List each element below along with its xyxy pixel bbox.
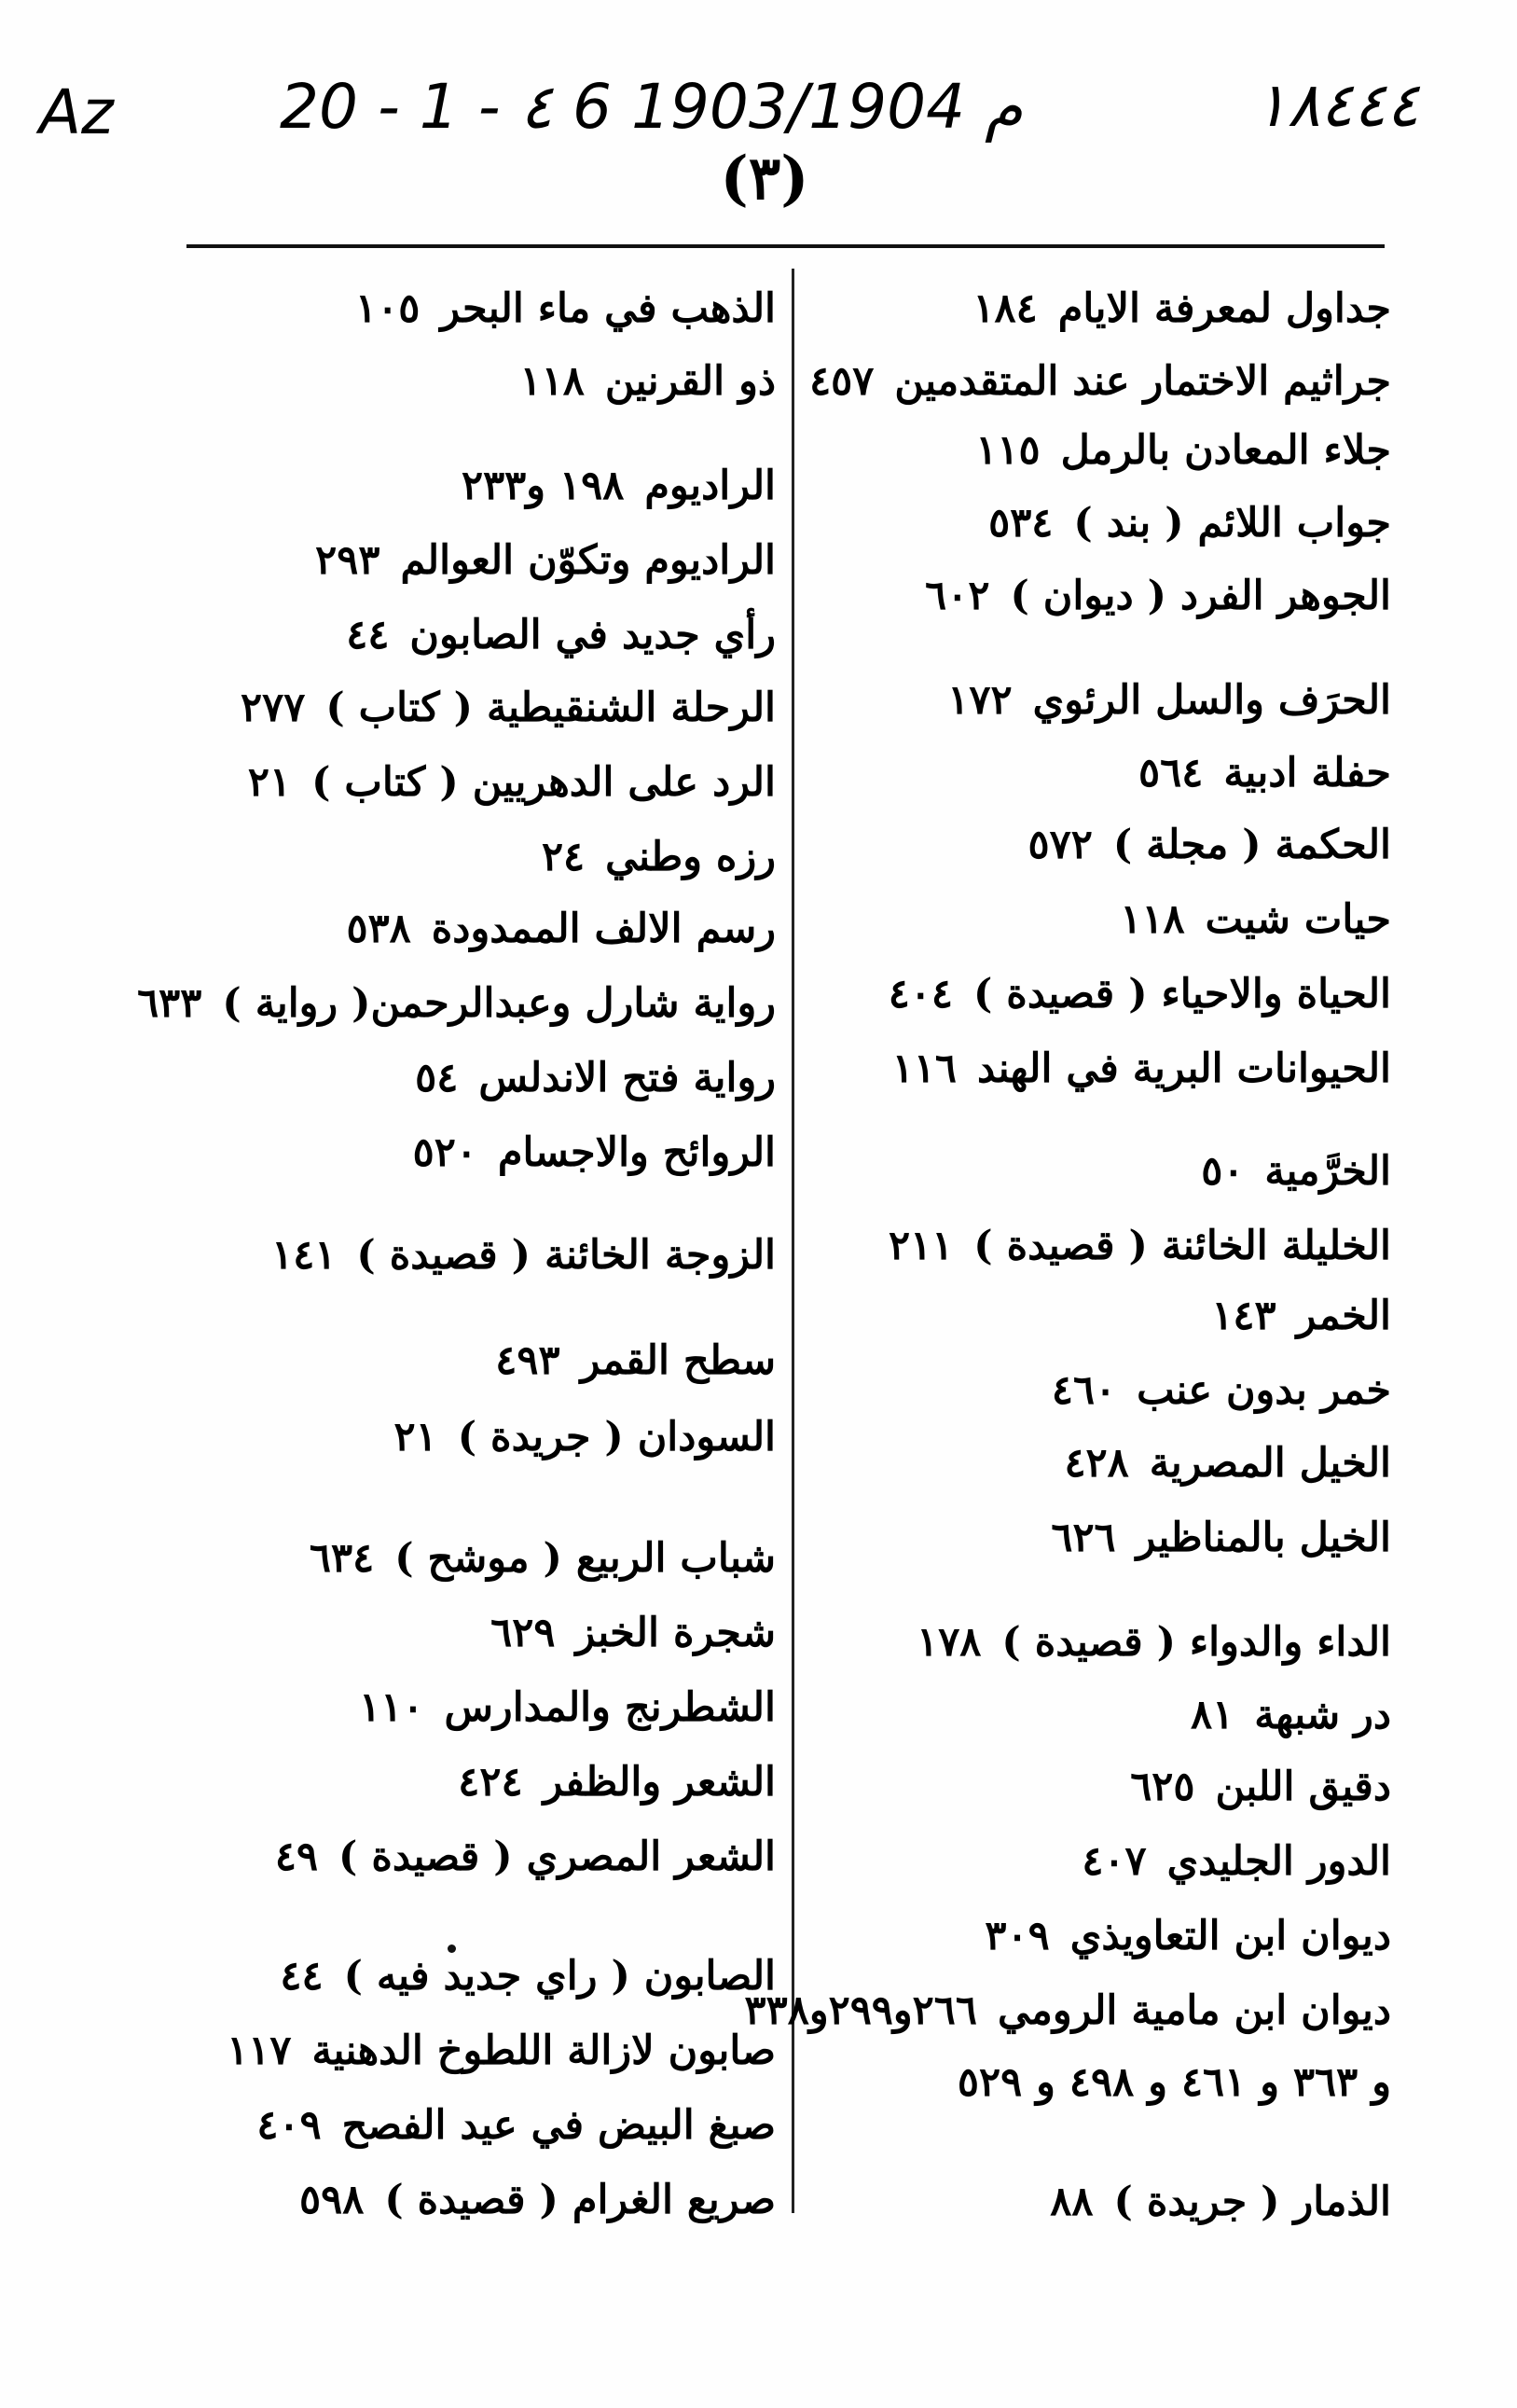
entry-title: صابون لازالة اللطوخ الدهنية [311, 2027, 776, 2074]
entry-page-number: ١٤١ [271, 1232, 337, 1279]
entry-page-number: ١٧٨ [917, 1619, 982, 1666]
entry-title: الخيل المصرية [1149, 1440, 1391, 1487]
entry-title: شجرة الخبز [575, 1610, 776, 1656]
index-entry-line [413, 1129, 776, 1176]
entry-title: جلاء المعادن بالرمل [1060, 427, 1391, 474]
entry-title: الراديوم وتكوّن العوالم [400, 537, 776, 584]
entry-page-number: ١٩٨ و٢٣٣ [461, 463, 625, 509]
index-entry [490, 1610, 776, 1656]
entry-page-number: ٢٤ [541, 834, 586, 880]
entry-page-number: ٤٠٩ [256, 2102, 322, 2149]
index-entry [1201, 1148, 1391, 1195]
entry-page-number: ٥٠ [1201, 1148, 1245, 1195]
entry-page-number: ٦٣٤ [309, 1535, 375, 1582]
index-entry-line [490, 1610, 776, 1656]
index-entry-line [745, 1987, 1391, 2034]
index-entry [1138, 750, 1391, 796]
entry-title: صبغ البيض في عيد الفصح [341, 2102, 776, 2149]
index-entry-line [542, 834, 776, 880]
entry-title: الحكمة ( مجلة ) [1112, 822, 1391, 868]
index-entry [1051, 1515, 1391, 1561]
index-entry [299, 2177, 776, 2223]
index-entry [346, 612, 776, 658]
entry-title: رواية شارل وعبدالرحمن( رواية ) [222, 980, 776, 1027]
index-entry-line [137, 980, 776, 1027]
index-entry-line [975, 427, 1391, 474]
index-entry-line [1120, 896, 1391, 943]
entry-page-number: ١١٧ [227, 2027, 292, 2074]
entry-title: الشعر المصري ( قصيدة ) [338, 1834, 776, 1880]
index-entry [256, 2102, 776, 2149]
entry-title: الشطرنج والمدارس [444, 1684, 776, 1731]
index-entry [972, 285, 1391, 332]
index-entry [957, 2059, 1391, 2106]
index-entry-line [241, 685, 776, 731]
index-entry-line [988, 500, 1391, 547]
entry-title: الخليلة الخائنة ( قصيدة ) [973, 1223, 1391, 1269]
entry-page-number: ٤٤ [280, 1953, 324, 2000]
entry-title: الداء والدواء ( قصيدة ) [1001, 1619, 1391, 1666]
index-entry-line [1082, 1838, 1391, 1885]
index-entry-line [359, 1684, 776, 1731]
index-entry-line [985, 1913, 1391, 1959]
entry-title: السودان ( جريدة ) [457, 1414, 776, 1460]
header-divider [186, 244, 1385, 248]
handwritten-catalog-number: ١٨٤٤٤ [1254, 69, 1420, 141]
index-entry [274, 1834, 776, 1880]
index-entry [541, 834, 776, 880]
entry-title: رواية فتح الاندلس [478, 1055, 776, 1101]
entry-page-number: ٥٤ [415, 1055, 459, 1101]
index-entry [744, 1987, 1391, 2034]
entry-page-number: ٦٢٦ [1051, 1515, 1116, 1561]
entry-page-number: ٢١ [247, 759, 292, 806]
page-number: (٣) [720, 144, 809, 214]
column-divider [792, 269, 794, 2213]
entry-title: ديوان ابن التعاويذي [1069, 1913, 1391, 1959]
entry-title: الخرَّمية [1264, 1148, 1391, 1195]
index-entry-line [346, 906, 776, 952]
index-entry-line [809, 358, 1391, 405]
index-entry [315, 537, 776, 584]
entry-title: الزوجة الخائنة ( قصيدة ) [356, 1232, 776, 1279]
index-entry-line [925, 573, 1391, 619]
entry-title: الحيوانات البرية في الهند [977, 1045, 1391, 1092]
entry-page-number: ٤٩٣ [495, 1337, 560, 1384]
entry-page-number: ١٤٣ [1211, 1293, 1276, 1339]
index-entry [359, 1684, 776, 1731]
index-entry [309, 1535, 776, 1582]
entry-page-number: ٢١ [393, 1414, 437, 1460]
entry-page-number: ٤٩ [274, 1834, 319, 1880]
index-entry-line [1138, 750, 1391, 796]
entry-page-number: ٣٠٩ [985, 1913, 1050, 1959]
index-entry [889, 1223, 1391, 1269]
entry-title: الجوهر الفرد ( ديوان ) [1010, 573, 1391, 619]
entry-title: الراديوم [644, 463, 776, 509]
entry-page-number: ٤٥٧ [809, 358, 875, 405]
entry-page-number: ٦٠٢ [925, 573, 990, 619]
index-entry [1050, 2179, 1391, 2225]
entry-title: جواب اللائم ( بند ) [1073, 500, 1391, 547]
index-entry [346, 906, 776, 952]
index-entry [988, 500, 1391, 547]
entry-title: الخمر [1296, 1293, 1391, 1339]
entry-title: رزه وطني [605, 834, 776, 880]
entry-title: خمر بدون عنب [1137, 1367, 1391, 1414]
index-entry [271, 1232, 776, 1279]
index-entry-line [947, 677, 1391, 724]
entry-title: و ٣٦٣ و ٤٦١ و ٤٩٨ و ٥٢٩ [957, 2059, 1391, 2106]
index-entry-line [1211, 1293, 1391, 1339]
entry-title: الشعر والظفر [543, 1759, 776, 1806]
index-entry [247, 759, 776, 806]
index-entry-line [310, 1535, 776, 1582]
index-entry-line [892, 1045, 1391, 1092]
index-entry-line [889, 971, 1391, 1017]
index-entry [891, 1045, 1391, 1092]
entry-page-number: ١١٦ [891, 1045, 958, 1092]
entry-title: الدور الجليدي [1166, 1838, 1391, 1885]
index-entry [888, 971, 1391, 1017]
entry-page-number: ٦٢٥ [1130, 1764, 1195, 1810]
index-entry [975, 427, 1391, 474]
entry-page-number: ٥٢٠ [412, 1129, 477, 1176]
index-entry [1064, 1440, 1391, 1487]
entry-page-number: ١٨٤ [972, 285, 1038, 332]
index-entry [809, 358, 1391, 405]
entry-title: شباب الربيع ( موشح ) [394, 1535, 776, 1582]
handwritten-date: 20 - 1 - ٤ 6 م 1903/1904 [280, 71, 1023, 143]
ink-speck [448, 1944, 456, 1953]
entry-page-number: ١٠٥ [355, 285, 421, 332]
entry-page-number: ٥٧٢ [1027, 822, 1093, 868]
index-entry [1191, 1692, 1391, 1738]
index-entry-line [256, 2102, 776, 2149]
entry-page-number: ٥٣٤ [988, 500, 1054, 547]
index-entry [415, 1055, 776, 1101]
index-entry [227, 2027, 776, 2074]
entry-title: الرد على الدهريين ( كتاب ) [311, 759, 776, 806]
entry-title: الذمار ( جريدة ) [1113, 2179, 1391, 2225]
index-entry-line [462, 463, 776, 509]
entry-title: سطح القمر [580, 1337, 776, 1384]
index-entry-line [520, 358, 776, 405]
entry-title: جراثيم الاختمار عند المتقدمين [894, 358, 1391, 405]
index-entry-line [958, 2059, 1391, 2106]
entry-page-number: ٥٣٨ [346, 906, 411, 952]
entry-title: الخيل بالمناظير [1136, 1515, 1391, 1561]
index-entry [280, 1953, 776, 2000]
index-entry-line [1052, 1367, 1391, 1414]
entry-title: صريع الغرام ( قصيدة ) [384, 2177, 776, 2223]
entry-title: الصابون ( راي جديد فيه ) [343, 1953, 776, 2000]
entry-title: در شبهة [1254, 1692, 1391, 1738]
index-entry-line [299, 2177, 776, 2223]
entry-page-number: ٤٢٤ [458, 1759, 523, 1806]
entry-page-number: ٨٨ [1050, 2179, 1094, 2225]
index-entry [393, 1414, 776, 1460]
index-entry-line [917, 1619, 1391, 1666]
entry-page-number: ٦٢٩ [490, 1610, 556, 1656]
index-entry-line [315, 537, 776, 584]
entry-page-number: ٢١١ [889, 1223, 954, 1269]
entry-page-number: ٥٦٤ [1138, 750, 1204, 796]
entry-title: الرحلة الشنقيطية ( كتاب ) [325, 685, 776, 731]
index-entry-line [271, 1232, 776, 1279]
entry-title: الحرَف والسل الرئوي [1032, 677, 1391, 724]
index-entry-line [1064, 1440, 1391, 1487]
index-entry [985, 1913, 1391, 1959]
index-entry-line [1051, 1515, 1391, 1561]
index-entry [917, 1619, 1391, 1666]
index-entry-line [1191, 1692, 1391, 1738]
index-entry-line [1028, 822, 1391, 868]
entry-page-number: ٢٩٣ [315, 537, 380, 584]
index-entry [241, 685, 776, 731]
entry-page-number: ٢٧٧ [241, 685, 306, 731]
index-entry [412, 1129, 776, 1176]
entry-page-number: ١٧٢ [947, 677, 1013, 724]
index-entry-line [458, 1759, 776, 1806]
index-entry-line [1130, 1764, 1391, 1810]
index-entry [519, 358, 776, 405]
index-entry-line [248, 759, 776, 806]
index-entry-line [355, 285, 776, 332]
entry-title: ذو القرنين [604, 358, 776, 405]
entry-page-number: ٥٩٨ [299, 2177, 365, 2223]
index-entry-line [394, 1414, 776, 1460]
index-entry [1130, 1764, 1391, 1810]
entry-page-number: ٢٦٦و٢٩٩و٣٣٨ [744, 1987, 977, 2034]
entry-page-number: ١١٠ [359, 1684, 424, 1731]
index-entry [1051, 1367, 1391, 1414]
index-entry-line [275, 1834, 776, 1880]
entry-title: ديوان ابن مامية الرومي [997, 1987, 1391, 2034]
entry-page-number: ١١٨ [519, 358, 585, 405]
handwritten-note-left: Az [39, 76, 114, 148]
entry-title: الحياة والاحياء ( قصيدة ) [972, 971, 1391, 1017]
index-entry [1211, 1293, 1391, 1339]
index-entry [1120, 896, 1391, 943]
index-entry-line [1050, 2179, 1391, 2225]
index-entry-line [972, 285, 1391, 332]
entry-page-number: ٤٦٠ [1051, 1367, 1117, 1414]
index-entry [495, 1337, 776, 1384]
index-entry-line [889, 1223, 1391, 1269]
entry-title: الروائح والاجسام [497, 1129, 776, 1176]
entry-page-number: ٦٣٣ [137, 980, 202, 1027]
entry-page-number: ١١٨ [1120, 896, 1185, 943]
index-entry-line [346, 612, 776, 658]
index-entry-line [280, 1953, 776, 2000]
entry-page-number: ٤٢٨ [1064, 1440, 1129, 1487]
entry-title: حفلة ادبية [1223, 750, 1391, 796]
entry-title: حيات شيت [1205, 896, 1391, 943]
index-entry [925, 573, 1391, 619]
index-entry-line [415, 1055, 776, 1101]
entry-title: رأي جديد في الصابون [409, 612, 776, 658]
index-entry [947, 677, 1391, 724]
entry-page-number: ٨١ [1191, 1692, 1234, 1738]
index-entry [355, 285, 776, 332]
entry-page-number: ٤٤ [346, 612, 390, 658]
index-entry [461, 463, 776, 509]
entry-title: دقيق اللبن [1215, 1764, 1391, 1810]
entry-title: الذهب في ماء البحر [440, 285, 776, 332]
entry-page-number: ٤٠٤ [888, 971, 953, 1017]
entry-title: رسم الالف الممدودة [431, 906, 776, 952]
index-entry-line [495, 1337, 776, 1384]
entry-title: جداول لمعرفة الايام [1057, 285, 1391, 332]
index-entry [1027, 822, 1391, 868]
entry-page-number: ٤٠٧ [1082, 1838, 1147, 1885]
index-entry [1082, 1838, 1391, 1885]
index-entry [458, 1759, 776, 1806]
index-entry-line [1201, 1148, 1391, 1195]
entry-page-number: ١١٥ [975, 427, 1041, 474]
index-entry-line [227, 2027, 776, 2074]
index-entry [137, 980, 776, 1027]
